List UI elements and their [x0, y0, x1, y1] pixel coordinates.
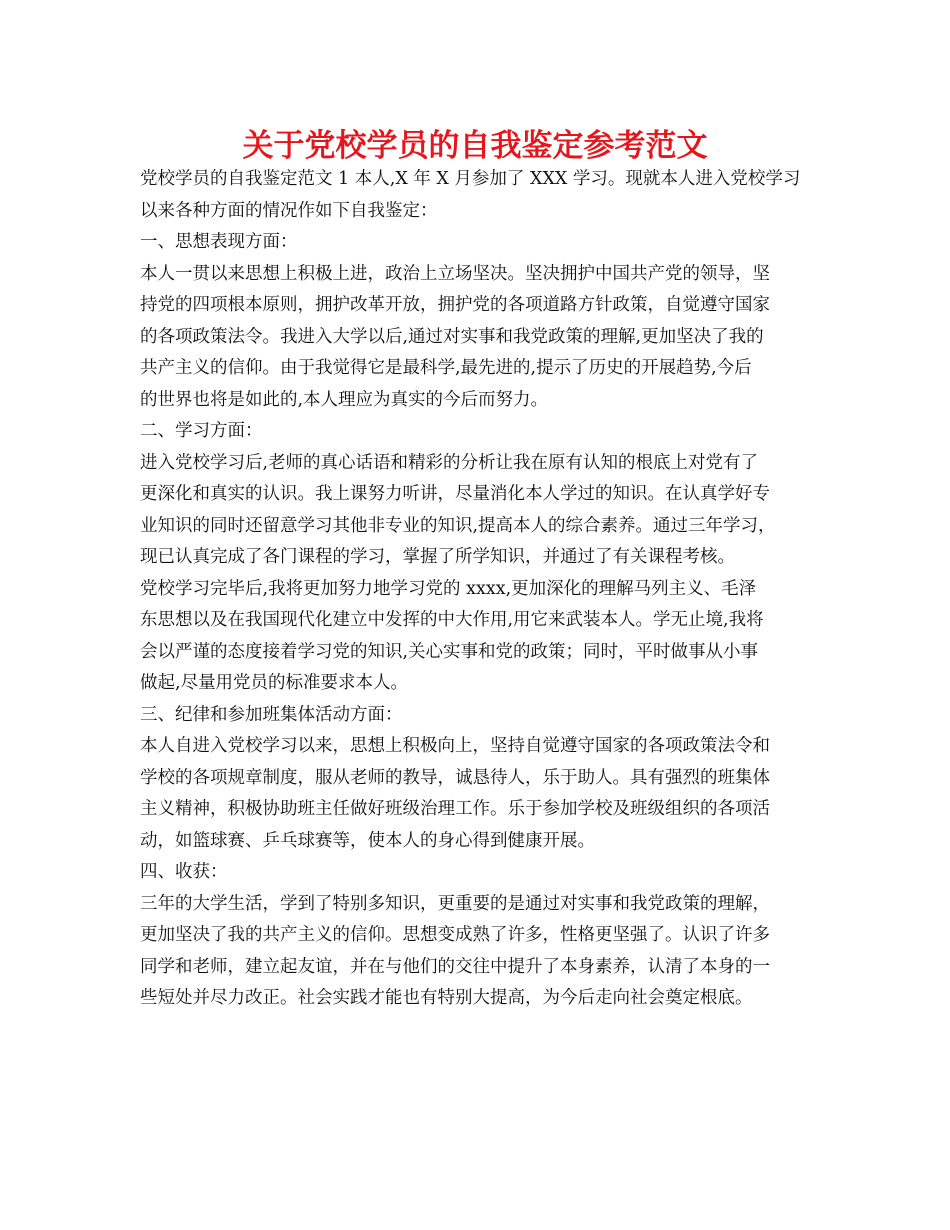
section-heading: 四、收获： — [140, 862, 228, 882]
paragraph-line: 持党的四项根本原则，拥护改革开放，拥护党的各项道路方针政策，自觉遵守国家 — [140, 295, 770, 315]
paragraph-line: 的各项政策法令。我进入大学以后,通过对实事和我党政策的理解,更加坚决了我的 — [140, 326, 764, 347]
document-body — [140, 164, 825, 1015]
paragraph-line: 学校的各项规章制度，服从老师的教导，诚恳待人，乐于助人。具有强烈的班集体 — [140, 767, 770, 788]
paragraph-line: 更加坚决了我的共产主义的信仰。思想变成熟了许多，性格更坚强了。认识了许多 — [140, 925, 770, 945]
paragraph-line: 共产主义的信仰。由于我觉得它是最科学,最先进的,提示了历史的开展趋势,今后 — [140, 358, 752, 378]
document-title: 关于党校学员的自我鉴定参考范文 — [242, 128, 708, 164]
section-heading: 三、纪律和参加班集体活动方面： — [140, 704, 403, 725]
paragraph-line: 会以严谨的态度接着学习党的知识,关心实事和党的政策；同时，平时做事从小事 — [140, 641, 759, 662]
paragraph-line: 现已认真完成了各门课程的学习，掌握了所学知识，并通过了有关课程考核。 — [140, 547, 735, 567]
paragraph-line: 的世界也将是如此的,本人理应为真实的今后而努力。 — [140, 389, 549, 410]
paragraph-line: 动，如篮球赛、乒乓球赛等，使本人的身心得到健康开展。 — [140, 830, 595, 851]
paragraph-line: 做起,尽量用党员的标准要求本人。 — [140, 673, 409, 693]
paragraph-line: 更深化和真实的认识。我上课努力听讲，尽量消化本人学过的知识。在认真学好专 — [140, 484, 770, 504]
paragraph-line: 三年的大学生活，学到了特别多知识，更重要的是通过对实事和我党政策的理解， — [140, 893, 770, 914]
section-heading: 二、学习方面： — [140, 421, 263, 441]
paragraph-line: 进入党校学习后,老师的真心话语和精彩的分析让我在原有认知的根底上对党有了 — [140, 452, 759, 473]
paragraph-line: 些短处并尽力改正。社会实践才能也有特别大提高，为今后走向社会奠定根底。 — [140, 988, 753, 1008]
paragraph-line: 主义精神，积极协助班主任做好班级治理工作。乐于参加学校及班级组织的各项活 — [140, 799, 770, 819]
paragraph-line: 党校学习完毕后,我将更加努力地学习党的 xxxx,更加深化的理解马列主义、毛泽 — [140, 578, 757, 599]
paragraph-line: 党校学员的自我鉴定范文 1 本人,X 年 X 月参加了 XXX 学习。现就本人进入党校学习 — [140, 169, 801, 189]
paragraph-line: 业知识的同时还留意学习其他非专业的知识,提高本人的综合素养。通过三年学习， — [140, 515, 776, 536]
paragraph-line: 本人一贯以来思想上积极上进，政治上立场坚决。坚决拥护中国共产党的领导，坚 — [140, 263, 770, 284]
paragraph-line: 东思想以及在我国现代化建立中发挥的中大作用,用它来武装本人。学无止境,我将 — [140, 610, 764, 630]
paragraph-line: 本人自进入党校学习以来，思想上积极向上，坚持自觉遵守国家的各项政策法令和 — [140, 736, 770, 756]
paragraph-line: 同学和老师，建立起友谊，并在与他们的交往中提升了本身素养，认清了本身的一 — [140, 956, 770, 977]
paragraph-line: 以来各种方面的情况作如下自我鉴定： — [140, 200, 438, 221]
section-heading: 一、思想表现方面： — [140, 232, 298, 252]
